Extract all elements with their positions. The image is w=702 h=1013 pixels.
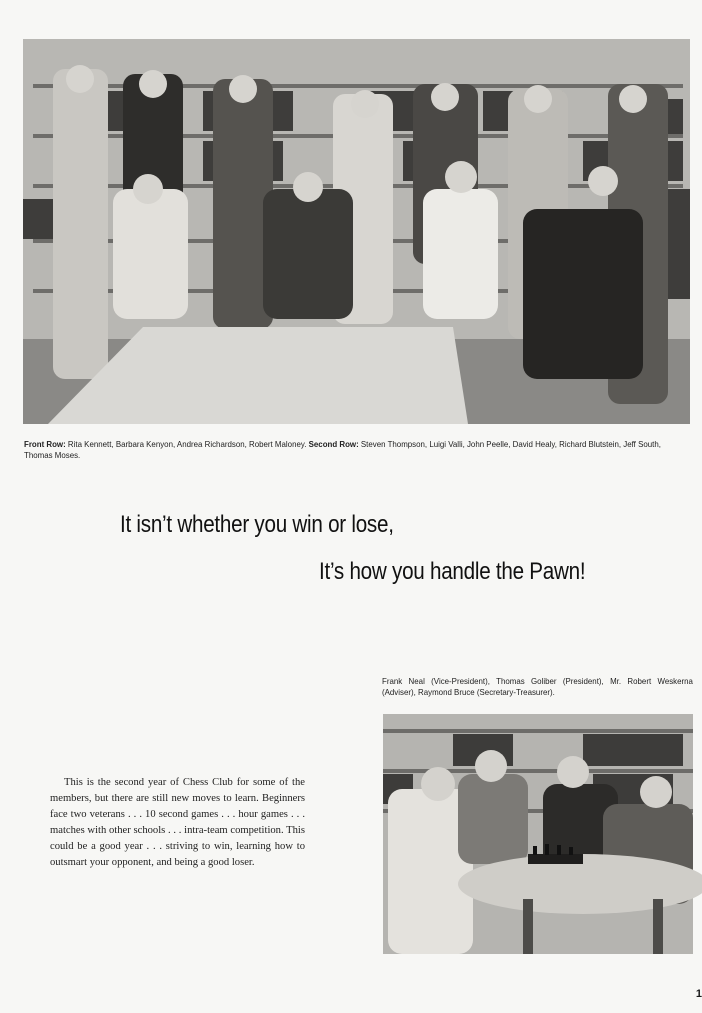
chess-club-group-photo	[23, 39, 690, 424]
body-paragraph: This is the second year of Chess Club for some of the members, but there are still new moves to learn. Beginners face two veterans . . . 10 second games . . . hour games . . . matches with other schools . . . intra-team competition. This could be a good year . . . striving to win, learning how to outsmart your opponent, and being a good loser.	[50, 777, 305, 868]
second-row-label: Second Row:	[308, 439, 359, 449]
front-row-label: Front Row:	[24, 439, 66, 449]
headline-line-1: It isn’t whether you win or lose,	[120, 511, 394, 538]
page-number: 1	[695, 988, 702, 1000]
club-officers-photo	[383, 714, 693, 954]
officers-photo-caption: Frank Neal (Vice-President), Thomas Goliber (President), Mr. Robert Weskerna (Adviser), Raymond Bruce (Secretary-Treasurer).	[382, 676, 693, 697]
headline-line-2: It’s how you handle the Pawn!	[319, 558, 586, 585]
group-photo-caption	[24, 439, 686, 460]
second-row-names: Steven Thompson, Luigi Valli, John Peelle, David Healy, Richard Blutstein, Jeff South, Thomas Moses.	[24, 439, 661, 460]
front-row-names: Rita Kennett, Barbara Kenyon, Andrea Richardson, Robert Maloney.	[67, 439, 307, 449]
body-text	[50, 775, 305, 871]
